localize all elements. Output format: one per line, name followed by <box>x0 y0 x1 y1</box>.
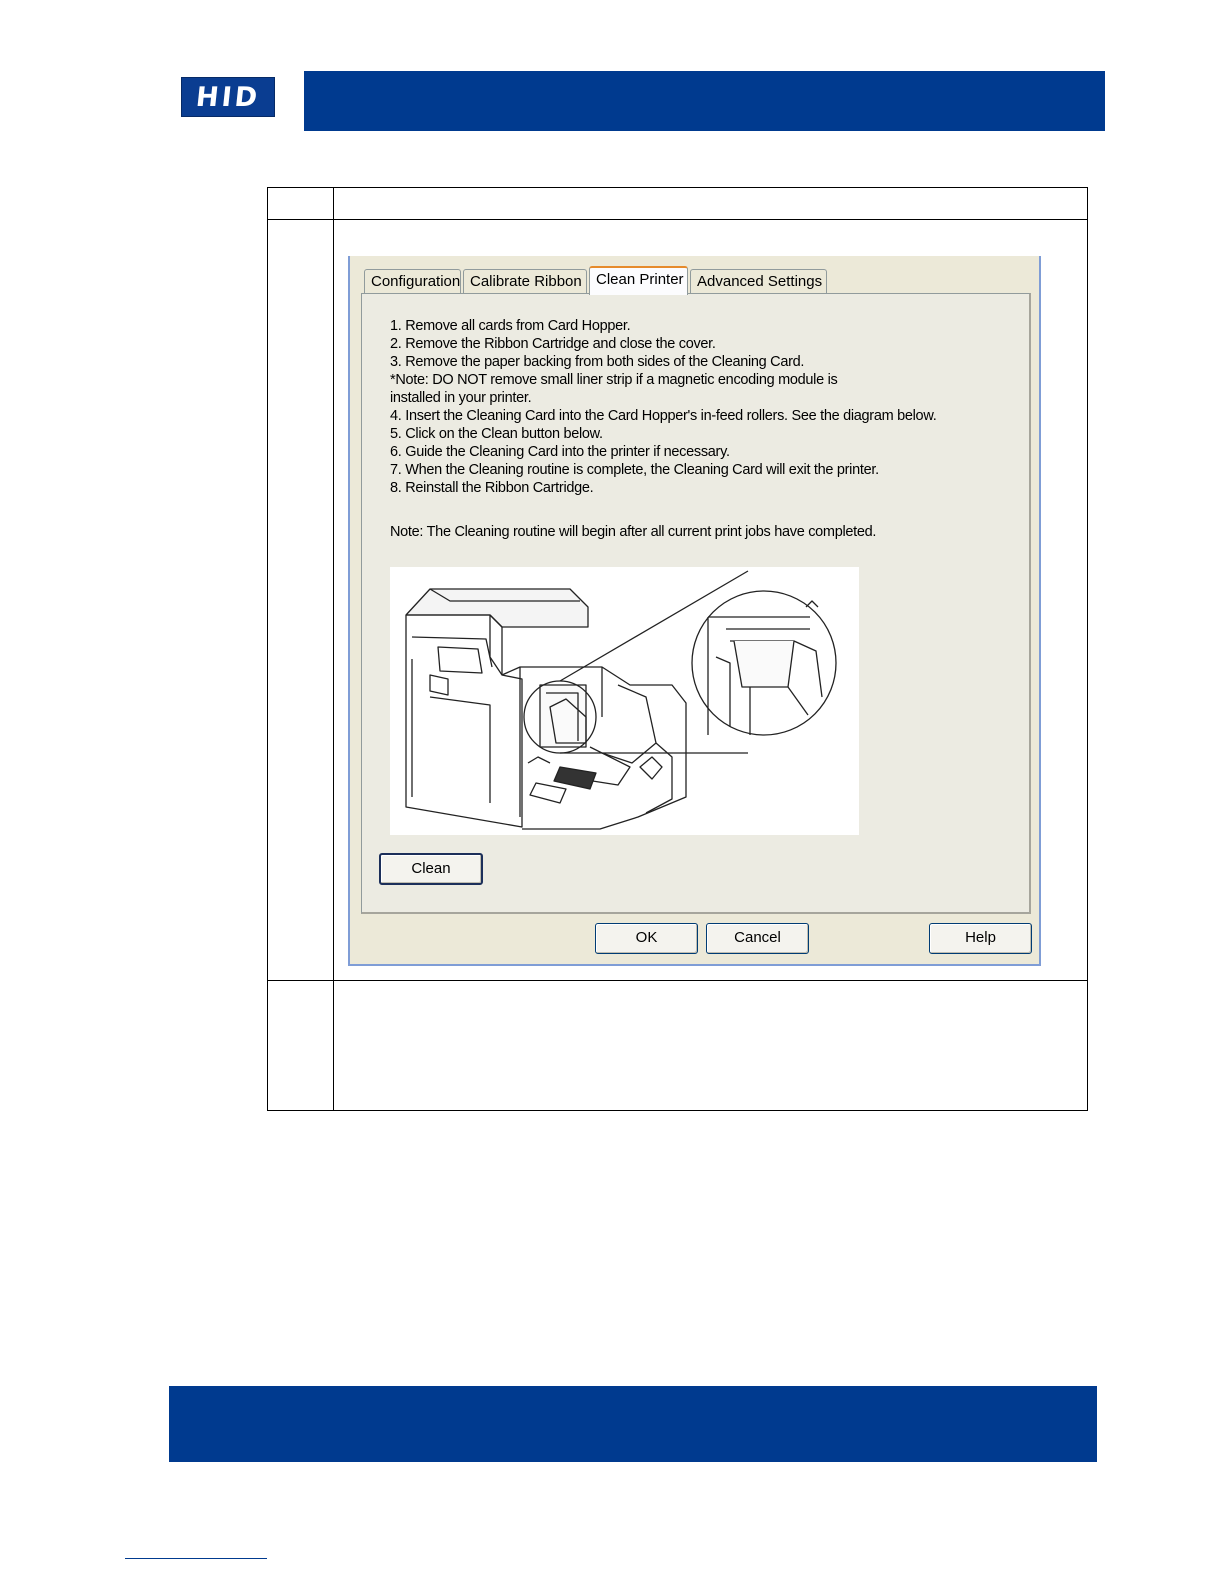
printer-illustration <box>390 567 859 835</box>
instruction-list <box>390 317 1020 497</box>
clean-button[interactable]: Clean <box>379 853 483 885</box>
instruction-step: 1. Remove all cards from Card Hopper. <box>390 318 631 334</box>
hid-logo <box>181 77 275 117</box>
instruction-step: 2. Remove the Ribbon Cartridge and close the cover. <box>390 336 716 352</box>
instruction-step: 5. Click on the Clean button below. <box>390 426 603 442</box>
instruction-step: 4. Insert the Cleaning Card into the Card Hopper's in-feed rollers. See the diagram below. <box>390 408 937 424</box>
instruction-step: 6. Guide the Cleaning Card into the printer if necessary. <box>390 444 730 460</box>
clean-printer-panel <box>361 293 1031 914</box>
tab-clean-printer[interactable]: Clean Printer <box>589 266 688 295</box>
logo-text: HID <box>194 81 262 113</box>
header-bar <box>304 71 1105 131</box>
cancel-button[interactable]: Cancel <box>706 923 809 954</box>
footer-bar <box>169 1386 1097 1462</box>
instruction-step: 3. Remove the paper backing from both sides of the Cleaning Card. <box>390 354 805 370</box>
cleaning-card-diagram <box>390 567 859 835</box>
footer-underline <box>125 1558 267 1559</box>
printer-properties-dialog <box>348 256 1041 966</box>
instruction-step: 8. Reinstall the Ribbon Cartridge. <box>390 480 594 496</box>
instruction-step: 7. When the Cleaning routine is complete, the Cleaning Card will exit the printer. <box>390 462 879 478</box>
tab-configuration[interactable]: Configuration <box>364 269 461 293</box>
instruction-note: *Note: DO NOT remove small liner strip if a magnetic encoding module is <box>390 372 838 388</box>
table-divider-row-2 <box>268 980 1087 981</box>
tab-advanced-settings[interactable]: Advanced Settings <box>690 269 827 293</box>
table-divider-vertical <box>333 188 334 1110</box>
tab-calibrate-ribbon[interactable]: Calibrate Ribbon <box>463 269 587 293</box>
print-jobs-note: Note: The Cleaning routine will begin after all current print jobs have completed. <box>390 524 877 540</box>
ok-button[interactable]: OK <box>595 923 698 954</box>
table-divider-row-1 <box>268 219 1087 220</box>
instruction-note: installed in your printer. <box>390 390 532 406</box>
help-button[interactable]: Help <box>929 923 1032 954</box>
